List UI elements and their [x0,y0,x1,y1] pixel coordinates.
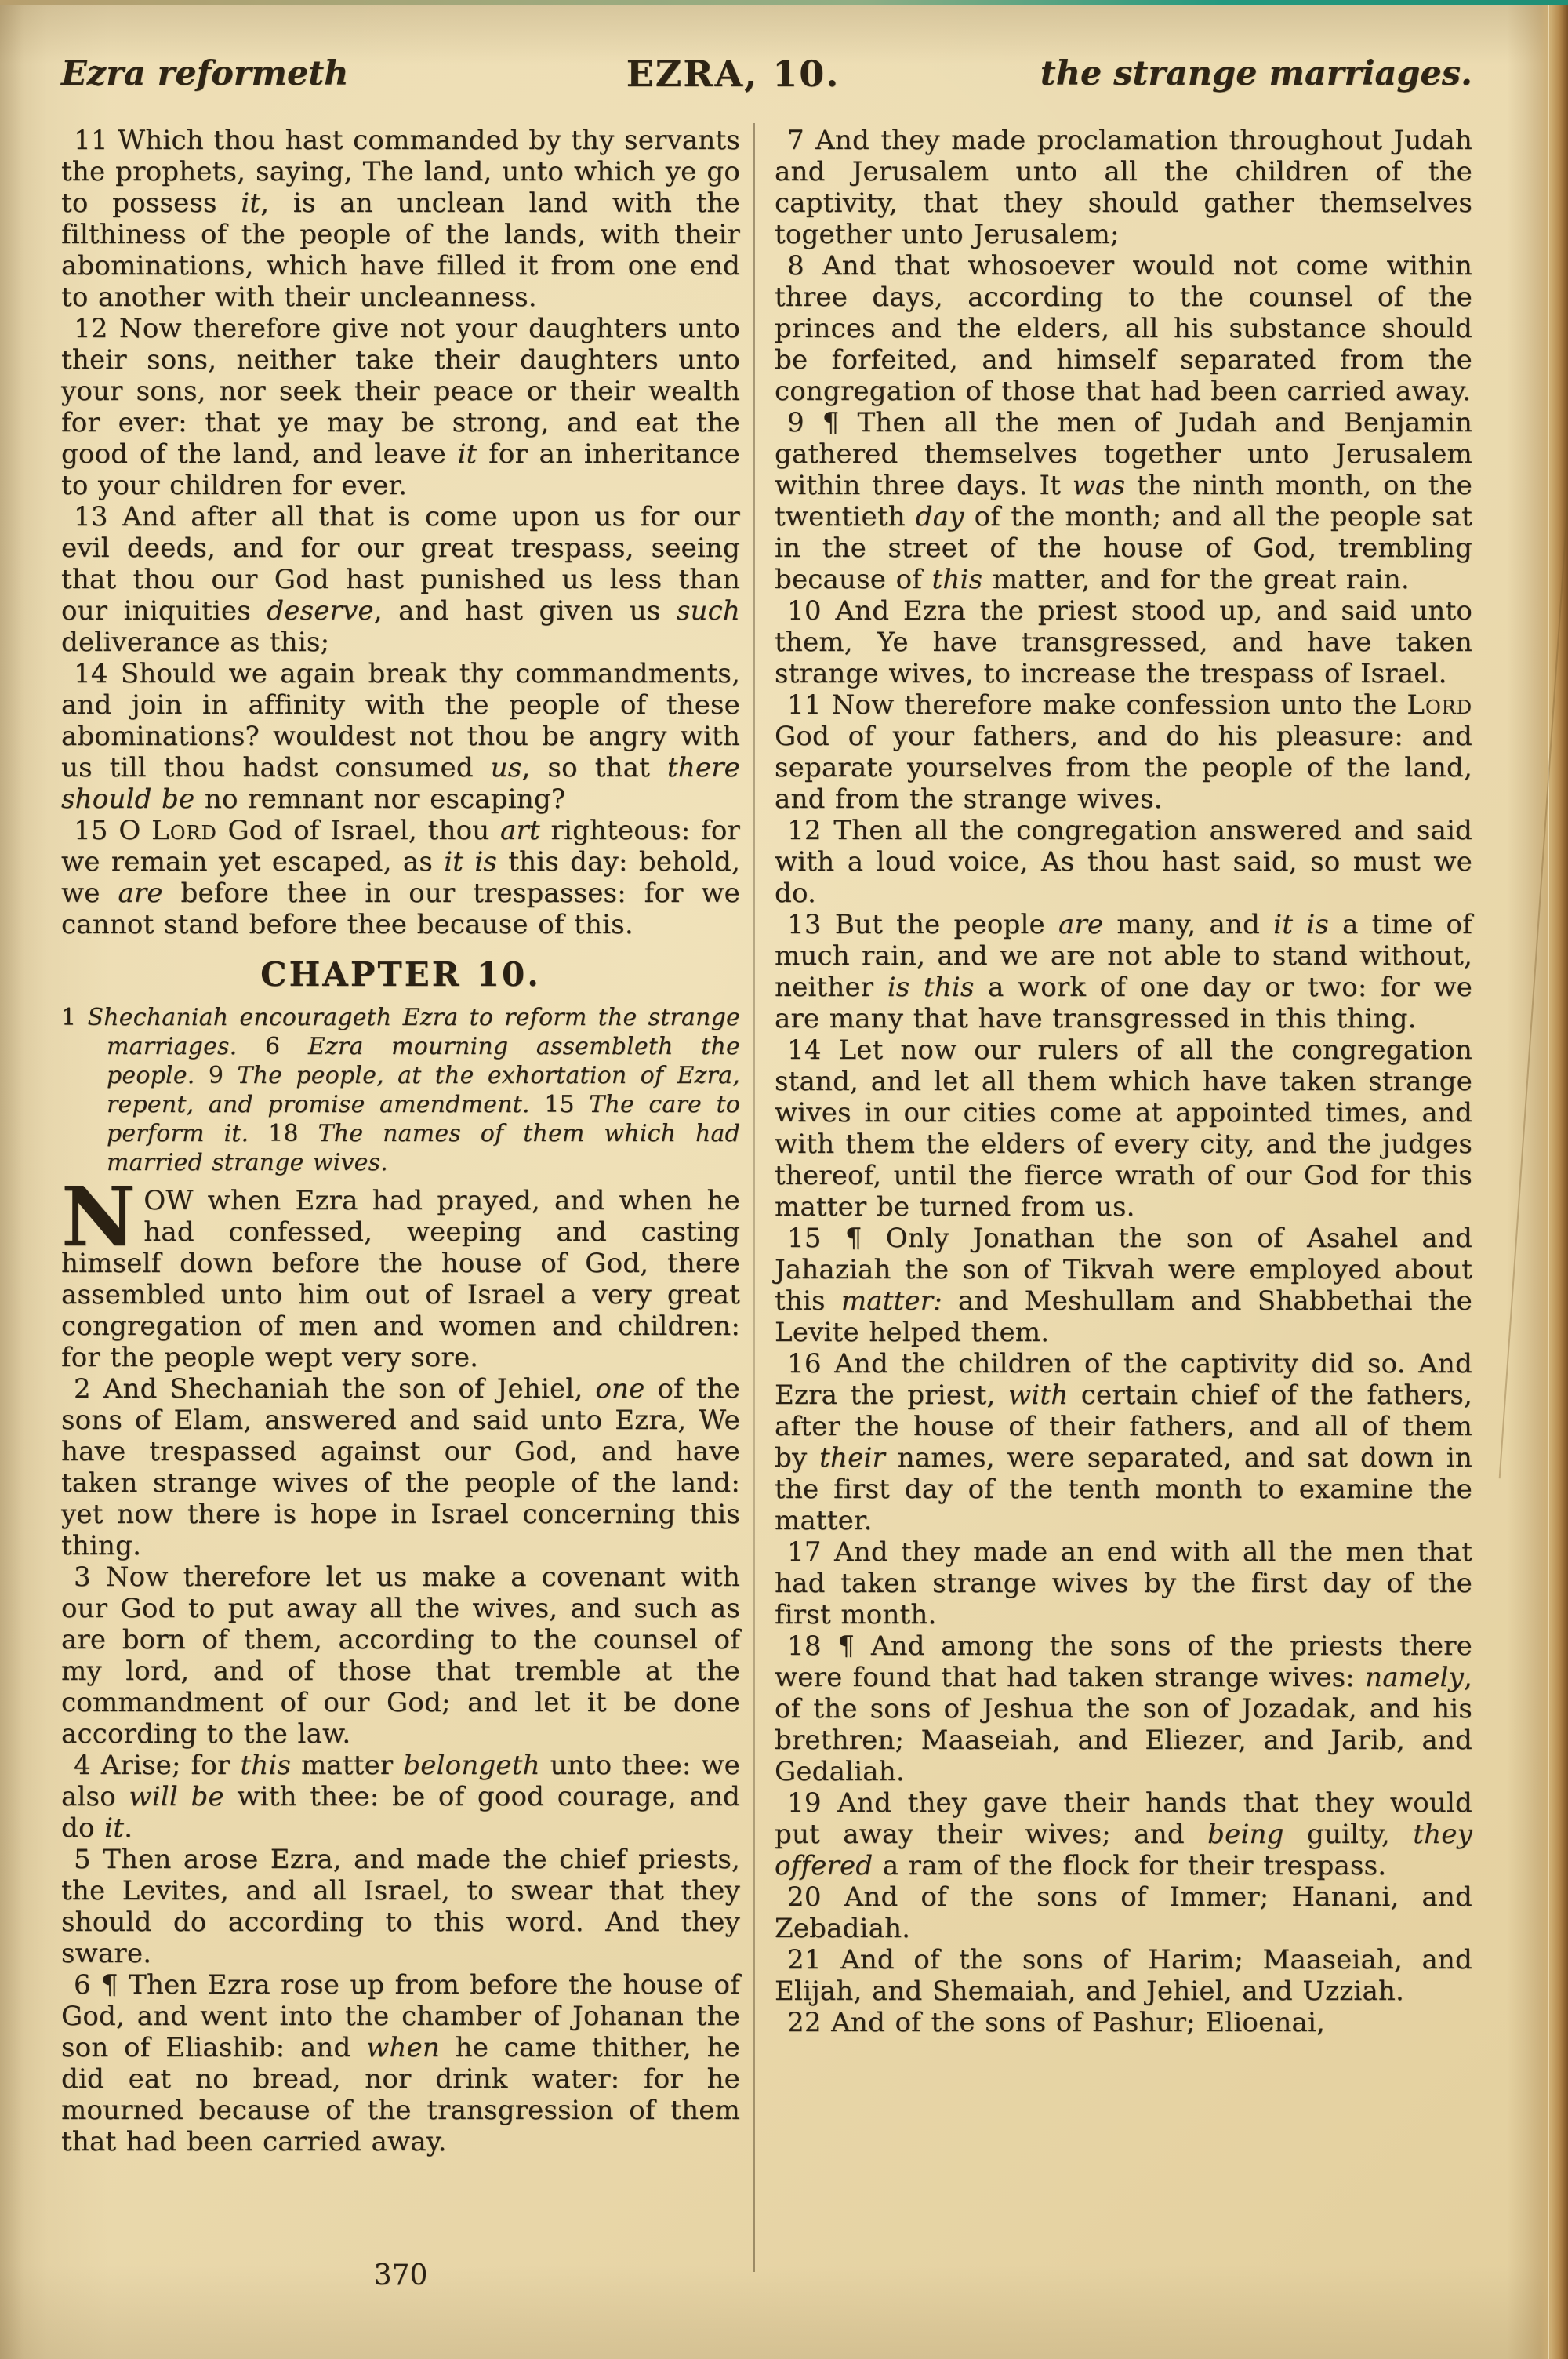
verse: 4 Arise; for this matter belongeth unto thee: we also will be with thee: be of good courage, and do it. [61,1750,741,1844]
verse: 8 And that whosoever would not come within three days, according to the counsel of the princes and the elders, all his substance should be forfeited, and himself separated from the congregation of those that had been carried away. [775,250,1472,407]
running-head [0,54,1568,101]
running-head-left: Ezra reformeth [61,54,349,93]
verse: 21 And of the sons of Harim; Maaseiah, and Elijah, and Shemaiah, and Jehiel, and Uzziah. [775,1944,1472,2007]
verse: 20 And of the sons of Immer; Hanani, and Zebadiah. [775,1881,1472,1944]
verse: 10 And Ezra the priest stood up, and said unto them, Ye have transgressed, and have taken strange wives, to increase the trespass of Israel. [775,595,1472,689]
verse: 5 Then arose Ezra, and made the chief priests, the Levites, and all Israel, to swear that they should do according to this word. And they sware. [61,1844,740,1969]
page-number: 370 [373,2259,428,2292]
verse: 11 Now therefore make confession unto the Lord God of your fathers, and do his pleasure: and separate yourselves from the people of the land, and from the strange wives. [775,689,1472,815]
running-head-title: EZRA, 10. [626,53,840,95]
verse: 9 ¶ Then all the men of Judah and Benjamin gathered themselves together unto Jerusalem within three days. It was the ninth month, on the twentieth day of the month; and all the people sat in the street of the house of God, trembling because of this matter, and for the great rain. [775,407,1472,595]
verse-dropcap: NOW when Ezra had prayed, and when he had confessed, weeping and casting himself down before the house of God, there assembled unto him out of Israel a very great congregation of men and women and children: for the people wept very sore. [61,1169,740,1373]
verse: 15 O Lord God of Israel, thou art righteous: for we remain yet escaped, as it is this day: behold, we are before thee in our trespasses: for we cannot stand before thee because of this. [61,815,741,940]
verse: 2 And Shechaniah the son of Jehiel, one of the sons of Elam, answered and said unto Ezra, We have trespassed against our God, and have taken strange wives of the people of the land: yet now there is hope in Israel concerning this thing. [61,1373,740,1561]
verse: 22 And of the sons of Pashur; Elioenai, [787,2007,1326,2038]
summary: 1 Shechaniah encourageth Ezra to reform the strange marriages. 6 Ezra mourning assembleth the people. 9 The people, at the exhortation of Ezra, repent, and promise amendment. 15 The care to perform it. 18 The names of them which had married strange wives. [61,1004,741,1176]
verse: 12 Then all the congregation answered and said with a loud voice, As thou hast said, so must we do. [775,815,1472,909]
verse: 12 Now therefore give not your daughters unto their sons, neither take their daughters unto your sons, nor seek their peace or their wealth for ever: that ye may be strong, and eat the good of the land, and leave it for an inheritance to your children for ever. [61,313,740,501]
page-edge [1507,5,1568,2359]
running-head-right: the strange marriages. [1040,54,1472,93]
verse: 13 But the people are many, and it is a time of much rain, and we are not able to stand without, neither is this a work of one day or two: for we are many that have transgressed in this thing. [775,909,1473,1034]
text-column-right [775,125,1472,2038]
verse: 13 And after all that is come upon us for our evil deeds, and for our great trespass, seeing that thou our God hast punished us less than our iniquities deserve, and hast given us such deliverance as this; [61,501,740,658]
verse: 16 And the children of the captivity did so. And Ezra the priest, with certain chief of the fathers, after the house of their fathers, and all of them by their names, were separated, and sat down in the first day of the tenth month to examine the matter. [775,1348,1472,1536]
column-divider-rule [753,123,755,2272]
verse: 19 And they gave their hands that they would put away their wives; and being guilty, they offered a ram of the flock for their trespass. [775,1787,1472,1881]
verse: 11 Which thou hast commanded by thy servants the prophets, saying, The land, unto which ye go to possess it, is an unclean land with the filthiness of the people of the lands, with their abominations, which have filled it from one end to another with their uncleanness. [61,125,740,313]
verse: 14 Let now our rulers of all the congregation stand, and let all them which have taken strange wives in our cities come at appointed times, and with them the elders of every city, and the judges thereof, until the fierce wrath of our God for this matter be turned from us. [775,1034,1472,1223]
verse: 7 And they made proclamation throughout Judah and Jerusalem unto all the children of the captivity, that they should gather themselves together unto Jerusalem; [775,125,1472,250]
verse: 6 ¶ Then Ezra rose up from before the house of God, and went into the chamber of Johanan the son of Eliashib: and when he came thither, he did eat no bread, nor drink water: for he mourned because of the transgression of them that had been carried away. [61,1969,740,2157]
gutter-shadow [0,5,24,2359]
verse: 17 And they made an end with all the men that had taken strange wives by the first day of the first month. [775,1536,1472,1630]
verse: 15 ¶ Only Jonathan the son of Asahel and Jahaziah the son of Tikvah were employed about this matter: and Meshullam and Shabbethai the Levite helped them. [775,1223,1472,1348]
verse: 3 Now therefore let us make a covenant with our God to put away all the wives, and such as are born of them, according to the counsel of my lord, and of those that tremble at the commandment of our God; and let it be done according to the law. [61,1561,740,1750]
text-column-left [61,125,740,2157]
bible-page [0,5,1568,2359]
chapter-heading: CHAPTER 10. [260,955,541,994]
verse: 18 ¶ And among the sons of the priests there were found that had taken strange wives: namely, of the sons of Jeshua the son of Jozadak, and his brethren; Maaseiah, and Eliezer, and Jarib, and Gedaliah. [775,1630,1472,1787]
verse: 14 Should we again break thy commandments, and join in affinity with the people of these abominations? wouldest not thou be angry with us till thou hadst consumed us, so that there should be no remnant nor escaping? [61,658,740,815]
drop-cap-letter: N [61,1169,136,1265]
